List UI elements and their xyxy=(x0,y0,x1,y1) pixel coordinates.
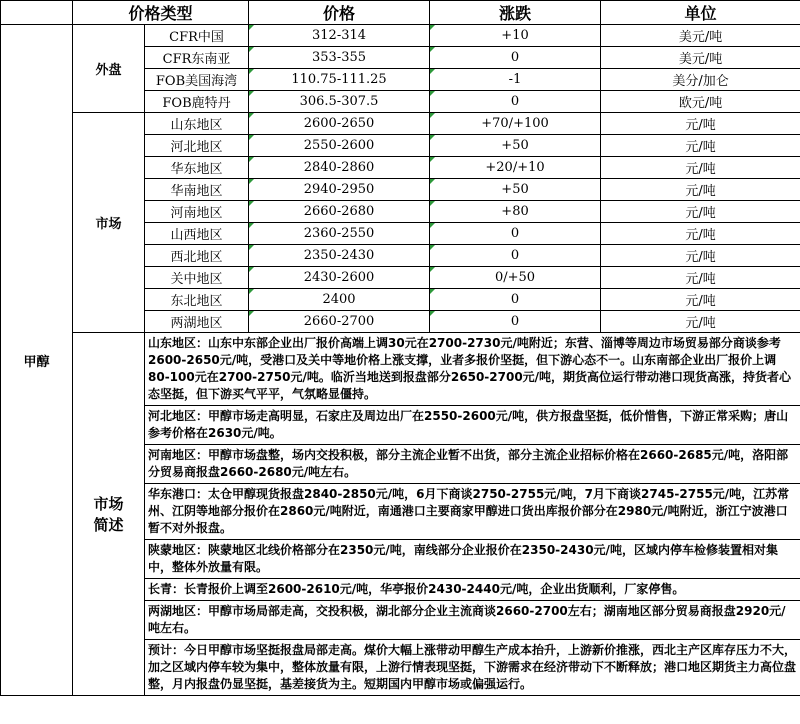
unit-value: 元/吨 xyxy=(601,311,800,333)
summary-row xyxy=(1,333,800,406)
market-category-label: 市场 xyxy=(73,113,145,333)
change-value: 0/+50 xyxy=(430,267,601,289)
change-value: +80 xyxy=(430,201,601,223)
summary-label-line2: 简述 xyxy=(93,516,124,534)
summary-note: 预计：今日甲醇市场坚挺报盘局部走高。煤价大幅上涨带动甲醇生产成本抬升，上游新价推涨，西北主产区库存压力不大，加之区域内停车较为集中，整体放量有限，上游行情表现坚挺，下游需求在经济带动下不断释放；港口地区期货主力高位盘整，月内报盘仍显坚挺，基差接货为主。短期国内甲醇市场或偏强运行。 xyxy=(145,640,800,696)
unit-value: 元/吨 xyxy=(601,201,800,223)
price-value: 2360-2550 xyxy=(249,223,430,245)
region-name: FOB美国海湾 xyxy=(145,69,249,91)
unit-value: 元/吨 xyxy=(601,289,800,311)
header-row xyxy=(1,1,800,25)
region-name: 关中地区 xyxy=(145,267,249,289)
summary-note: 河北地区：甲醇市场走高明显，石家庄及周边出厂在2550-2600元/吨，供方报盘坚挺，低价惜售，下游正常采购；唐山参考价格在2630元/吨。 xyxy=(145,406,800,445)
price-value: 353-355 xyxy=(249,47,430,69)
header-unit: 单位 xyxy=(601,1,800,25)
unit-value: 元/吨 xyxy=(601,245,800,267)
header-change: 涨跌 xyxy=(430,1,601,25)
price-value: 2660-2680 xyxy=(249,201,430,223)
change-value: 0 xyxy=(430,47,601,69)
table-row xyxy=(1,25,800,47)
region-name: 两湖地区 xyxy=(145,311,249,333)
region-name: 西北地区 xyxy=(145,245,249,267)
region-name: 河北地区 xyxy=(145,135,249,157)
change-value: 0 xyxy=(430,223,601,245)
summary-note: 河南地区：甲醇市场盘整，场内交投积极，部分主流企业暂不出货，部分主流企业招标价格在2660-2685元/吨，洛阳部分贸易商报盘2660-2680元/吨左右。 xyxy=(145,445,800,484)
change-value: 0 xyxy=(430,91,601,113)
region-name: 东北地区 xyxy=(145,289,249,311)
unit-value: 美分/加仑 xyxy=(601,69,800,91)
price-value: 2350-2430 xyxy=(249,245,430,267)
unit-value: 元/吨 xyxy=(601,223,800,245)
outer-category-label: 外盘 xyxy=(73,25,145,113)
change-value: +50 xyxy=(430,179,601,201)
price-value: 2430-2600 xyxy=(249,267,430,289)
price-value: 2400 xyxy=(249,289,430,311)
unit-value: 元/吨 xyxy=(601,267,800,289)
unit-value: 元/吨 xyxy=(601,135,800,157)
region-name: CFR中国 xyxy=(145,25,249,47)
change-value: 0 xyxy=(430,311,601,333)
summary-note: 山东地区：山东中东部企业出厂报价高端上调30元在2700-2730元/吨附近；东营、淄博等周边市场贸易部分商谈参考2600-2650元/吨，受港口及关中等地价格上涨支撑，业者多报价坚挺，但下游心态不一。山东南部企业出厂报价上调80-100元在2700-2750元/吨。临沂当地送到报盘部分2650-2700元/吨，期货高位运行带动港口现货高涨，持货者心态坚挺，但下游买气平平，气氛略显僵持。 xyxy=(145,333,800,406)
region-name: 河南地区 xyxy=(145,201,249,223)
summary-note: 陕蒙地区：陕蒙地区北线价格部分在2350元/吨，南线部分企业报价在2350-2430元/吨，区域内停车检修装置相对集中，整体外放量有限。 xyxy=(145,540,800,579)
price-value: 2550-2600 xyxy=(249,135,430,157)
change-value: +70/+100 xyxy=(430,113,601,135)
summary-note: 长青：长青报价上调至2600-2610元/吨，华亭报价2430-2440元/吨，企业出货顺利，厂家停售。 xyxy=(145,579,800,601)
summary-category-label xyxy=(73,333,145,696)
change-value: 0 xyxy=(430,289,601,311)
product-name: 甲醇 xyxy=(1,25,73,696)
unit-value: 元/吨 xyxy=(601,113,800,135)
header-blank xyxy=(1,1,73,25)
change-value: +20/+10 xyxy=(430,157,601,179)
change-value: 0 xyxy=(430,245,601,267)
region-name: CFR东南亚 xyxy=(145,47,249,69)
price-value: 306.5-307.5 xyxy=(249,91,430,113)
summary-note: 两湖地区：甲醇市场局部走高，交投积极，湖北部分企业主流商谈2660-2700左右；湖南地区部分贸易商报盘2920元/吨左右。 xyxy=(145,601,800,640)
unit-value: 元/吨 xyxy=(601,157,800,179)
price-value: 312-314 xyxy=(249,25,430,47)
price-value: 2660-2700 xyxy=(249,311,430,333)
price-value: 2940-2950 xyxy=(249,179,430,201)
header-price-type: 价格类型 xyxy=(73,1,249,25)
region-name: 华东地区 xyxy=(145,157,249,179)
header-price: 价格 xyxy=(249,1,430,25)
price-value: 110.75-111.25 xyxy=(249,69,430,91)
change-value: +10 xyxy=(430,25,601,47)
region-name: 山西地区 xyxy=(145,223,249,245)
price-value: 2840-2860 xyxy=(249,157,430,179)
unit-value: 美元/吨 xyxy=(601,47,800,69)
region-name: 华南地区 xyxy=(145,179,249,201)
change-value: +50 xyxy=(430,135,601,157)
table-row xyxy=(1,113,800,135)
unit-value: 美元/吨 xyxy=(601,25,800,47)
summary-label-line1: 市场 xyxy=(93,495,124,513)
change-value: -1 xyxy=(430,69,601,91)
region-name: FOB鹿特丹 xyxy=(145,91,249,113)
region-name: 山东地区 xyxy=(145,113,249,135)
summary-note: 华东港口：太仓甲醇现货报盘2840-2850元/吨，6月下商谈2750-2755元/吨，7月下商谈2745-2755元/吨，江苏常州、江阴等地部分报价在2860元/吨附近，南通港口主要商家甲醇进口货出库报价部分在2980元/吨附近，浙江宁波港口暂不对外报盘。 xyxy=(145,484,800,540)
unit-value: 欧元/吨 xyxy=(601,91,800,113)
unit-value: 元/吨 xyxy=(601,179,800,201)
price-value: 2600-2650 xyxy=(249,113,430,135)
